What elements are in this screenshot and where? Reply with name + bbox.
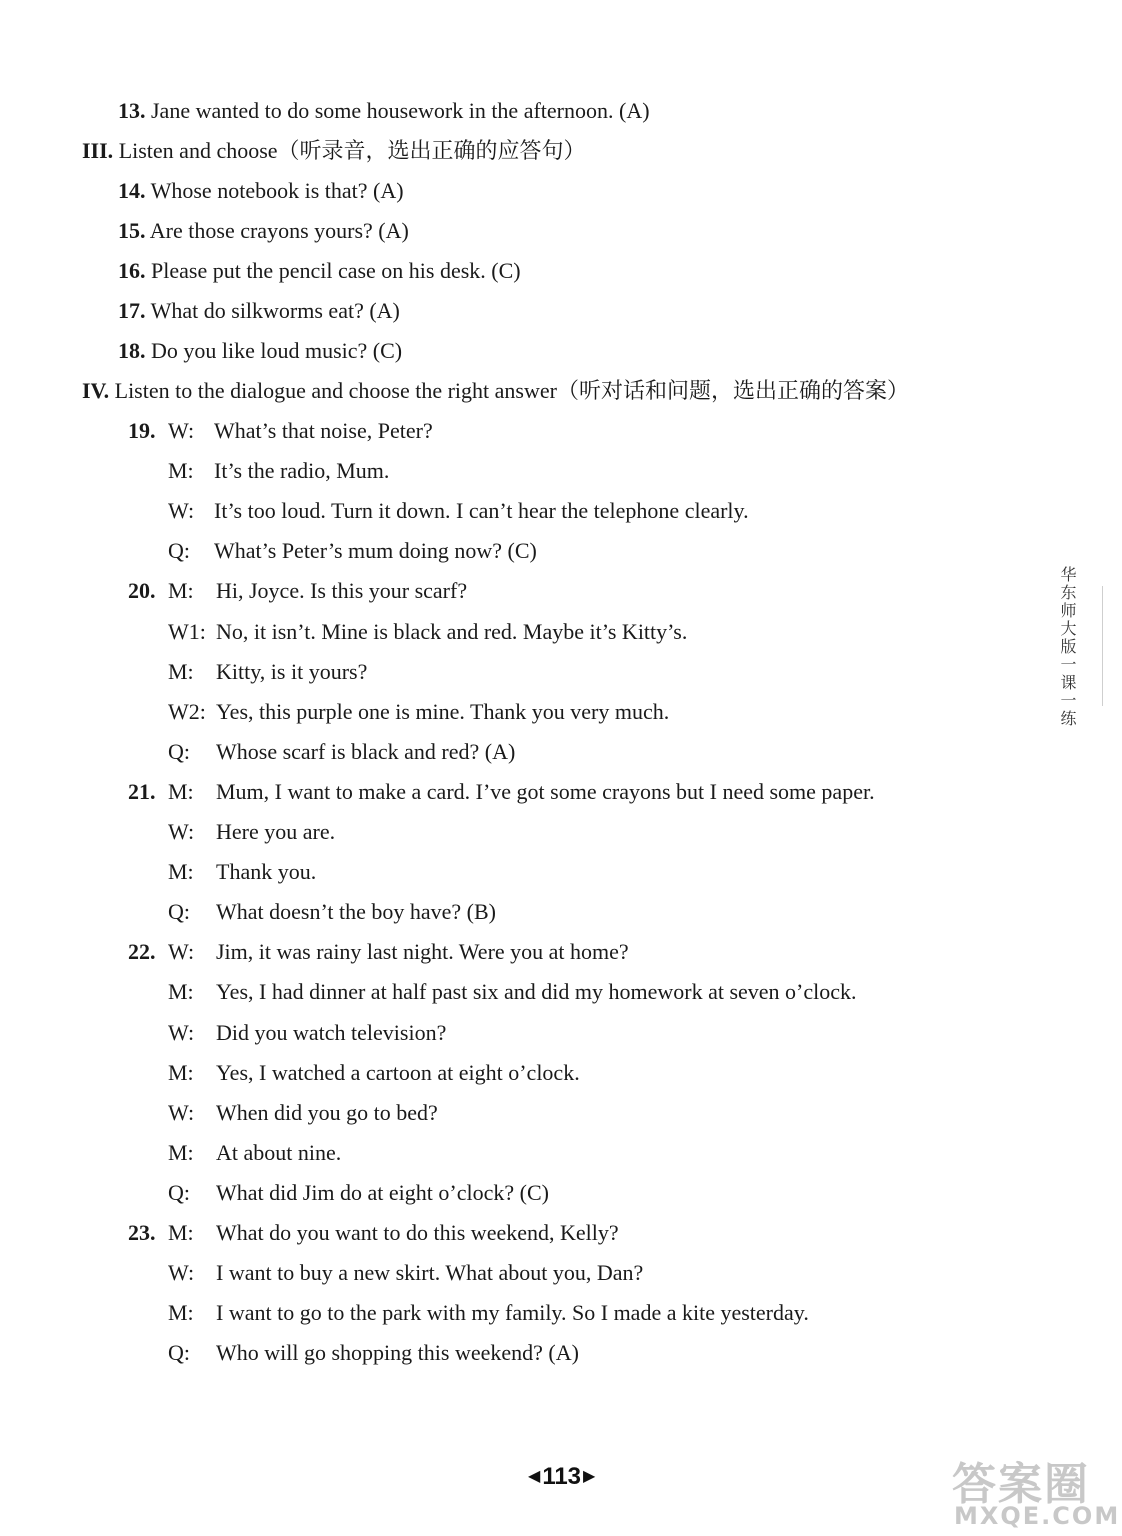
speaker-label: W:: [168, 418, 195, 443]
dialogue-line-text: Mum, I want to make a card. I’ve got some crayons but I need some paper.: [216, 778, 875, 804]
speaker-label: W:: [168, 1260, 195, 1286]
question-13: [118, 97, 650, 125]
question-16: [118, 257, 521, 285]
dialogue-line-text: What did Jim do at eight o’clock? (C): [216, 1179, 549, 1205]
dialogue-line-text: When did you go to bed?: [216, 1099, 438, 1125]
speaker-label: M:: [168, 1300, 194, 1326]
speaker-label: M:: [168, 778, 194, 804]
question-text: What do silkworms eat? (A): [150, 298, 400, 323]
question-number: 18.: [118, 338, 146, 363]
speaker-label: W2:: [168, 698, 206, 724]
question-text: Are those crayons yours? (A): [149, 218, 409, 243]
speaker-label: M:: [168, 458, 194, 484]
watermark-en: MXQE.COM: [954, 1502, 1121, 1530]
section-title: Listen and choose（听录音，选出正确的应答句）: [118, 138, 586, 163]
speaker-label: W:: [168, 498, 195, 524]
dialogue-line-text: I want to buy a new skirt. What about you, Dan?: [216, 1260, 644, 1286]
speaker-label: Q:: [168, 1179, 190, 1205]
question-17: [118, 297, 400, 325]
section-title: Listen to the dialogue and choose the right answer（听对话和问题，选出正确的答案）: [114, 378, 909, 403]
question-number: 19.: [128, 418, 156, 443]
dialogue-line-text: Jim, it was rainy last night. Were you at home?: [216, 939, 629, 965]
question-14: [118, 177, 404, 205]
speaker-label: W:: [168, 1019, 195, 1045]
dialogue-line-text: What do you want to do this weekend, Kelly?: [216, 1220, 619, 1245]
dialogue-line-text: Yes, I had dinner at half past six and did my homework at seven o’clock.: [216, 979, 857, 1005]
question-number: 17.: [118, 298, 146, 323]
question-18: [118, 337, 402, 365]
dialogue-line-text: Did you watch television?: [216, 1019, 447, 1045]
question-text: Jane wanted to do some housework in the afternoon. (A): [151, 98, 650, 123]
dialogue-line-text: Kitty, is it yours?: [216, 658, 368, 684]
page-number-text: 113: [542, 1463, 582, 1490]
page-number: [528, 1462, 595, 1492]
question-number: 21.: [128, 778, 156, 804]
speaker-label: W:: [168, 1099, 195, 1125]
question-text: Whose notebook is that? (A): [150, 178, 404, 203]
speaker-label: Q:: [168, 738, 190, 764]
dialogue-line-text: At about nine.: [216, 1139, 342, 1165]
speaker-label: Q:: [168, 1340, 190, 1366]
question-text: Please put the pencil case on his desk. (C): [151, 258, 521, 283]
question-number: 13.: [118, 98, 146, 123]
section-number: IV.: [82, 378, 110, 403]
dialogue-line-text: No, it isn’t. Mine is black and red. Maybe it’s Kitty’s.: [216, 618, 688, 644]
speaker-label: M:: [168, 658, 194, 684]
triangle-left-icon: ◀: [528, 1468, 541, 1485]
question-15: [118, 217, 409, 245]
speaker-label: W1:: [168, 618, 206, 644]
book-series-label: 华东师大版一课一练: [1058, 566, 1077, 728]
question-number: 14.: [118, 178, 146, 203]
speaker-label: W:: [168, 819, 195, 844]
dialogue-line-text: Who will go shopping this weekend? (A): [216, 1340, 579, 1366]
speaker-label: M:: [168, 979, 194, 1005]
dialogue-line-text: What’s Peter’s mum doing now? (C): [214, 538, 537, 564]
speaker-label: Q:: [168, 899, 190, 925]
speaker-label: M:: [168, 859, 194, 885]
speaker-label: M:: [168, 1220, 194, 1245]
dialogue-line-text: It’s too loud. Turn it down. I can’t hear the telephone clearly.: [214, 498, 749, 524]
dialogue-line-text: What’s that noise, Peter?: [214, 418, 433, 443]
watermark-logo: [948, 1448, 1121, 1532]
question-number: 22.: [128, 939, 156, 965]
section-iii-heading: [82, 137, 586, 165]
dialogue-line-text: It’s the radio, Mum.: [214, 458, 390, 484]
question-number: 16.: [118, 258, 146, 283]
section-iv-heading: [82, 377, 909, 405]
side-divider: [1102, 586, 1103, 706]
watermark-cn: 答案圈: [952, 1459, 1090, 1510]
speaker-label: M:: [168, 1059, 194, 1085]
dialogue-line-text: What doesn’t the boy have? (B): [216, 899, 497, 925]
dialogue-line-text: Hi, Joyce. Is this your scarf?: [216, 578, 468, 604]
dialogue-line-text: Yes, this purple one is mine. Thank you very much.: [216, 698, 670, 724]
dialogue-line-text: Whose scarf is black and red? (A): [216, 738, 516, 764]
dialogue-line-text: Thank you.: [216, 859, 317, 885]
section-number: III.: [82, 138, 114, 163]
question-text: Do you like loud music? (C): [151, 338, 403, 363]
question-number: 15.: [118, 218, 146, 243]
question-number: 20.: [128, 578, 156, 604]
speaker-label: M:: [168, 578, 194, 604]
speaker-label: M:: [168, 1139, 194, 1165]
question-number: 23.: [128, 1220, 156, 1245]
dialogue-line-text: Yes, I watched a cartoon at eight o’clock.: [216, 1059, 580, 1085]
dialogue-line-text: I want to go to the park with my family. So I made a kite yesterday.: [216, 1300, 809, 1326]
dialogue-line-text: Here you are.: [216, 819, 336, 844]
speaker-label: Q:: [168, 538, 190, 564]
speaker-label: W:: [168, 939, 195, 965]
triangle-right-icon: ▶: [583, 1468, 596, 1485]
